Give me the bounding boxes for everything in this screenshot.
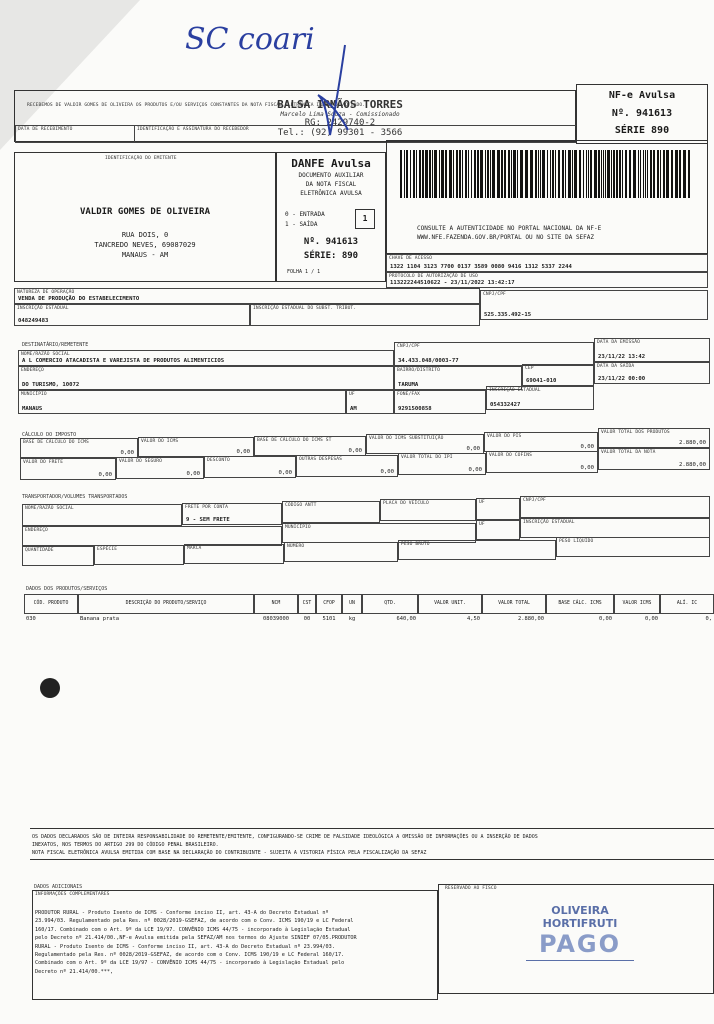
produtos-header-text: CST — [302, 601, 312, 606]
produtos-header-text: UN — [349, 601, 355, 606]
seguro-cell — [116, 457, 204, 479]
produtos-header-text: VALOR ICMS — [622, 601, 652, 606]
dest-fone-label: FONE/FAX — [397, 392, 420, 397]
danfe-title: DANFE Avulsa — [291, 157, 371, 170]
transp-num-cell — [284, 542, 398, 562]
inf-complementares-text — [35, 909, 357, 976]
transp-uf2-cell — [476, 520, 520, 540]
ipi-cell — [398, 453, 486, 475]
stamp-pago-line2: PAGO — [538, 930, 622, 958]
stamp-pago — [520, 904, 640, 961]
produtos-rows — [24, 614, 714, 630]
dest-name-cell — [18, 350, 394, 366]
produtos-section: DADOS DOS PRODUTOS/SERVIÇOS — [26, 586, 108, 592]
inf-complementares-line: PRODUTOR RURAL - Produto Isento de ICMS - Conforme inciso II, art. 43-A do Decreto Estadual nº — [35, 910, 329, 916]
produtos-cell: 0,00 — [645, 616, 658, 622]
stub-nfe-title: NF-e Avulsa — [608, 90, 676, 101]
desconto-cell — [204, 456, 296, 478]
danfe-series: SÉRIE: 890 — [303, 251, 359, 261]
produtos-header-1 — [78, 594, 254, 614]
ie-st-label: INSCRIÇÃO ESTADUAL DO SUBST. TRIBUT. — [253, 306, 357, 311]
produtos-header-text: CÓD. PRODUTO — [33, 601, 69, 606]
dest-bairro-label: BAIRRO/DISTRITO — [397, 368, 440, 373]
dest-uf: AM — [350, 406, 357, 412]
v-prod-label: VALOR TOTAL DOS PRODUTOS — [601, 430, 670, 435]
v-prod-cell — [598, 428, 710, 448]
dest-addr: DO TURISMO, 10072 — [22, 382, 80, 388]
transp-antt-label: CÓDIGO ANTT — [285, 503, 317, 508]
natureza-value: VENDA DE PRODUÇÃO DO ESTABELECIMENTO — [18, 296, 140, 302]
transp-ie-cell — [520, 518, 710, 538]
fisco-label: RESERVADO AO FISCO — [445, 886, 497, 891]
transp-placa-cell — [380, 499, 476, 521]
emitente-street: RUA DOIS, 0 — [121, 231, 169, 239]
transp-esp-label: ESPÉCIE — [97, 547, 118, 552]
dest-fone: 9291500858 — [398, 406, 432, 412]
dest-cnpj: 34.433.048/0003-77 — [398, 358, 459, 364]
danfe-box — [276, 152, 386, 282]
declaracao-line3: NOTA FISCAL ELETRÔNICA AVULSA EMITIDA COM BASE NA DECLARAÇÃO DO CONTRIBUINTE - SUJEITA A VISTORIA FÍSICA PELA FISCALIZAÇÃO DA SEFAZ — [32, 850, 427, 856]
dest-addr-label: ENDEREÇO — [21, 368, 44, 373]
v-st-cell — [366, 434, 484, 454]
v-icms-label: VALOR DO ICMS — [141, 439, 179, 444]
natureza-label: NATUREZA DE OPERAÇÃO — [17, 290, 75, 295]
dest-mun: MANAUS — [22, 406, 43, 412]
v-icms-value: 0,00 — [236, 449, 250, 455]
v-pis-value: 0,00 — [580, 444, 594, 450]
produtos-cell: 00 — [303, 616, 311, 622]
dest-cep-cell — [522, 364, 594, 386]
inf-complementares-box — [32, 890, 438, 1000]
produtos-header-8 — [482, 594, 546, 614]
v-nota-label: VALOR TOTAL DA NOTA — [601, 450, 656, 455]
transp-uf-label: UF — [479, 500, 485, 505]
produtos-header-5 — [342, 594, 362, 614]
transp-esp-cell — [94, 545, 184, 565]
transp-end-cell — [22, 526, 282, 546]
produtos-header-text: CFOP — [323, 601, 335, 606]
dest-uf-cell — [346, 390, 394, 414]
produtos-header-text: DESCRIÇÃO DO PRODUTO/SERVIÇO — [125, 601, 207, 606]
produtos-cell: kg — [348, 616, 356, 622]
inf-complementares-line: Regulamentado pela Res. nº 0028/2019-GSEFAZ, de acordo com o Conv. ICMS 190/19 e LC Federal 160/17. — [35, 952, 345, 959]
emitente-name: VALDIR GOMES DE OLIVEIRA — [79, 207, 211, 217]
danfe-page: FOLHA 1 / 1 — [287, 269, 321, 275]
ie-st-cell — [250, 304, 480, 326]
declaracao-line2: INEXATOS, NOS TERMOS DO ARTIGO 299 DO CÓDIGO PENAL BRASILEIRO. — [32, 842, 219, 848]
consulta-line1: CONSULTE A AUTENTICIDADE NO PORTAL NACIONAL DA NF-E — [417, 225, 602, 232]
transp-cnpj-label: CNPJ/CPF — [523, 498, 546, 503]
danfe-sub3: ELETRÔNICA AVULSA — [300, 190, 362, 197]
handwritten-signature — [300, 40, 380, 150]
dest-cep-label: CEP — [525, 366, 534, 371]
stub-nfe-series: SÉRIE 890 — [614, 125, 670, 136]
bc-icms-cell — [20, 438, 138, 458]
transp-qtd-cell — [22, 546, 94, 566]
cofins-cell — [486, 451, 598, 473]
dest-addr-cell — [18, 366, 394, 390]
danfe-sub2: DA NOTA FISCAL — [305, 181, 357, 188]
cnpj-emit-value: 525.335.492-15 — [484, 312, 532, 318]
stub-nfe-box — [576, 84, 708, 144]
produtos-header-row — [24, 594, 714, 614]
dest-emissao: 23/11/22 13:42 — [598, 354, 646, 360]
v-st-value: 0,00 — [466, 446, 480, 452]
consulta-line2: WWW.NFE.FAZENDA.GOV.BR/PORTAL OU NO SITE DA SEFAZ — [417, 234, 595, 241]
transp-marca-cell — [184, 544, 284, 564]
inf-complementares-line: RURAL - Produto Isento de ICMS - Conforme inciso II, art. 43-A do Decreto Estadual nº 23.994/03. — [35, 943, 335, 950]
frete-cell — [20, 458, 116, 480]
dest-cnpj-cell — [394, 342, 594, 366]
protocolo-label: PROTOCOLO DE AUTORIZAÇÃO DE USO — [389, 274, 478, 279]
dest-saida: 23/11/22 00:00 — [598, 376, 646, 382]
natureza-cell — [14, 288, 480, 304]
receipt-text: RECEBEMOS DE VALDIR GOMES DE OLIVEIRA OS PRODUTOS E/OU SERVIÇOS CONSTANTES DA NOTA FISCAL ELETRÔNICA INDICADA AO LADO. — [27, 103, 366, 108]
inf-complementares-line: 23.994/03. Regulamentado pela Res. nº 0028/2019-GSEFAZ, de acordo com o Conv. ICMS 190/19 e LC Federal — [35, 918, 354, 925]
produtos-header-11 — [660, 594, 714, 614]
inf-complementares-line: Combinado com o Art. 9º da LCE 19/97 - CONVÊNIO ICMS 44/75 - incorporado à Legislação Estadual pelo — [35, 960, 345, 967]
produtos-header-6 — [362, 594, 418, 614]
dest-ie-label: INSCRIÇÃO ESTADUAL — [489, 388, 541, 393]
dest-mun-label: MUNICÍPIO — [21, 392, 47, 397]
ie-cell — [14, 304, 250, 326]
transp-frete-cell — [182, 503, 282, 525]
produtos-header-text: ALÍ. IC — [676, 601, 698, 606]
transp-pl-label: PESO LÍQUIDO — [559, 539, 594, 544]
barcode — [396, 144, 696, 204]
cnpj-emit-cell — [480, 290, 708, 320]
danfe-entrada: 0 - ENTRADA — [285, 211, 325, 218]
transp-frete-value: 9 - SEM FRETE — [186, 517, 230, 523]
transp-cnpj-cell — [520, 496, 710, 518]
emitente-district: TANCREDO NEVES, 69087029 — [94, 241, 196, 249]
inf-complementares-line: 160/17. Combinado com o Art. 9º da LCE 19/97. CONVÊNIO ICMS 44/75 - incorporado à Legislação Estadual — [35, 926, 351, 933]
produtos-cell: 0,00 — [599, 616, 612, 622]
bc-st-label: BASE DE CÁLCULO DO ICMS ST — [257, 438, 332, 443]
bc-st-value: 0,00 — [348, 448, 362, 454]
dest-fone-cell — [394, 390, 486, 414]
desconto-label: DESCONTO — [207, 458, 230, 463]
receipt-date-label: DATA DE RECEBIMENTO — [18, 127, 73, 132]
dest-section: DESTINATÁRIO/REMETENTE — [22, 342, 89, 348]
danfe-sub1: DOCUMENTO AUXILIAR — [298, 172, 364, 179]
transp-ie-label: INSCRIÇÃO ESTADUAL — [523, 520, 575, 525]
stamp-pago-rule — [526, 960, 634, 961]
v-prod-value: 2.880,00 — [679, 440, 706, 446]
declaracao-line1: OS DADOS DECLARADOS SÃO DE INTEIRA RESPONSABILIDADE DO REMETENTE/EMITENTE, CONFIGURANDO-SE CRIME DE FALSIDADE IDEOLÓGICA A OMISSÃO DE INFORMAÇÕES OU A INSERÇÃO DE DADOS — [32, 834, 538, 840]
produtos-cell: 0, — [705, 616, 712, 622]
v-nota-value: 2.880,00 — [679, 462, 706, 468]
cofins-label: VALOR DO COFINS — [489, 453, 532, 458]
produtos-header-10 — [614, 594, 660, 614]
outras-label: OUTRAS DESPESAS — [299, 457, 342, 462]
stamp-balsa-line2: Marcelo Lima Souza - Comissionado — [280, 111, 400, 118]
dest-bairro: TARUMA — [398, 382, 419, 388]
transp-frete-label: FRETE POR CONTA — [185, 505, 228, 510]
inf-complementares-line: pelo Decreto nº 21.414/00.,NF-e Avulsa emitida pela SEFAZ/AM nos termos do Ajuste SINIEF 07/05.PRODUTOR — [35, 935, 357, 942]
protocolo-value: 113222244510622 - 23/11/2022 13:42:17 — [390, 280, 515, 286]
transp-pl-cell — [556, 537, 710, 557]
transp-section: TRANSPORTADOR/VOLUMES TRANSPORTADOS — [22, 494, 128, 500]
dest-mun-cell — [18, 390, 346, 414]
transp-nome-label: NOME/RAZÃO SOCIAL — [25, 506, 74, 511]
produtos-cell: 5101 — [322, 616, 336, 622]
imposto-section: CÁLCULO DO IMPOSTO — [22, 432, 77, 438]
cnpj-emit-label: CNPJ/CPF — [483, 292, 506, 297]
bc-icms-value: 0,00 — [120, 450, 134, 456]
transp-uf2-label: UF — [479, 522, 485, 527]
produtos-cell: 08039000 — [263, 616, 289, 622]
ie-value: 048249483 — [18, 318, 49, 324]
transp-marca-label: MARCA — [187, 546, 202, 551]
dest-saida-label: DATA DA SAÍDA — [597, 364, 635, 369]
declaracao-box — [30, 828, 714, 860]
receipt-date-cell — [15, 125, 135, 143]
produtos-cell: 2.880,00 — [518, 616, 544, 622]
frete-value: 0,00 — [98, 472, 112, 478]
dest-ie-cell — [486, 386, 594, 410]
v-nota-cell — [598, 448, 710, 470]
produtos-cell: 640,00 — [396, 616, 416, 622]
v-icms-cell — [138, 437, 254, 457]
dest-name-label: NOME/RAZÃO SOCIAL — [21, 352, 70, 357]
chave-label: CHAVE DE ACESSO — [389, 256, 432, 261]
bc-st-cell — [254, 436, 366, 456]
frete-label: VALOR DO FRETE — [23, 460, 64, 465]
cofins-value: 0,00 — [580, 465, 594, 471]
outras-value: 0,00 — [380, 469, 394, 475]
stamp-balsa-line4: Tel.: (92) 99301 - 3566 — [277, 128, 403, 138]
dest-emissao-label: DATA DA EMISSÃO — [597, 340, 640, 345]
produtos-header-2 — [254, 594, 298, 614]
inf-complementares-label: INFORMAÇÕES COMPLEMENTARES — [35, 892, 110, 897]
dest-ie: 054332427 — [490, 402, 521, 408]
v-st-label: VALOR DO ICMS SUBSTITUIÇÃO — [369, 436, 444, 441]
seguro-label: VALOR DO SEGURO — [119, 459, 162, 464]
dest-cnpj-label: CNPJ/CPF — [397, 344, 420, 349]
produtos-header-text: VALOR TOTAL — [498, 601, 530, 606]
transp-nome-cell — [22, 504, 182, 526]
ie-label: INSCRIÇÃO ESTADUAL — [17, 306, 69, 311]
dest-cep: 69041-010 — [526, 378, 557, 384]
chave-value: 1322 1104 3123 7700 0137 3589 0080 9416 1312 5337 2244 — [390, 264, 572, 270]
danfe-type-value: 1 — [355, 209, 375, 229]
transp-pb-label: PESO BRUTO — [401, 542, 430, 547]
produtos-header-text: QTD. — [384, 601, 396, 606]
produtos-cell: Banana prata — [80, 616, 119, 622]
produtos-header-0 — [24, 594, 78, 614]
transp-antt-cell — [282, 501, 380, 523]
v-pis-cell — [484, 432, 598, 452]
produtos-cell: 4,50 — [467, 616, 480, 622]
transp-mun-label: MUNICÍPIO — [285, 525, 311, 530]
bc-icms-label: BASE DE CÁLCULO DO ICMS — [23, 440, 89, 445]
transp-uf-cell — [476, 498, 520, 520]
produtos-header-text: NCM — [271, 601, 281, 606]
transp-num-label: NÚMERO — [287, 544, 305, 549]
chave-cell — [386, 254, 708, 272]
outras-cell — [296, 455, 398, 477]
danfe-number: Nº. 941613 — [303, 237, 359, 247]
transp-placa-label: PLACA DO VEÍCULO — [383, 501, 429, 506]
desconto-value: 0,00 — [278, 470, 292, 476]
stamp-balsa-line1: BALSA IRMÃOS TORRES — [277, 98, 403, 111]
danfe-saida: 1 - SAÍDA — [285, 221, 318, 228]
ipi-value: 0,00 — [468, 467, 482, 473]
produtos-header-7 — [418, 594, 482, 614]
adicionais-section: DADOS ADICIONAIS — [34, 884, 83, 890]
produtos-header-text: VALOR UNIT. — [434, 601, 466, 606]
produtos-cell: 030 — [26, 616, 36, 622]
v-pis-label: VALOR DO PIS — [487, 434, 522, 439]
dest-saida-cell — [594, 362, 710, 384]
emitente-box — [14, 152, 276, 282]
emitente-city: MANAUS - AM — [121, 251, 169, 259]
dest-emissao-cell — [594, 338, 710, 362]
produtos-header-3 — [298, 594, 316, 614]
emitente-label: IDENTIFICAÇÃO DO EMITENTE — [105, 156, 177, 161]
produtos-header-4 — [316, 594, 342, 614]
produtos-header-9 — [546, 594, 614, 614]
seguro-value: 0,00 — [186, 471, 200, 477]
transp-qtd-label: QUANTIDADE — [25, 548, 54, 553]
dest-uf-label: UF — [349, 392, 355, 397]
punch-hole — [40, 678, 60, 698]
protocolo-cell — [386, 272, 708, 288]
stub-nfe-number: Nº. 941613 — [611, 108, 673, 119]
produtos-header-text: BASE CÁLC. ICMS — [558, 601, 602, 606]
ipi-label: VALOR TOTAL DO IPI — [401, 455, 453, 460]
transp-end-label: ENDEREÇO — [25, 528, 48, 533]
transp-pb-cell — [398, 540, 556, 560]
stamp-pago-line1: OLIVEIRA HORTIFRUTI — [542, 904, 618, 930]
receipt-signature-label: IDENTIFICAÇÃO E ASSINATURA DO RECEBEDOR — [137, 127, 249, 132]
dest-name: A L COMERCIO ATACADISTA E VAREJISTA DE PRODUTOS ALIMENTICIOS — [22, 358, 225, 364]
stamp-balsa-line3: RG: 2429740-2 — [304, 118, 376, 128]
handwritten-note: SC coari — [185, 22, 315, 57]
inf-complementares-line: Decreto nº 21.414/00.***, — [35, 968, 114, 975]
